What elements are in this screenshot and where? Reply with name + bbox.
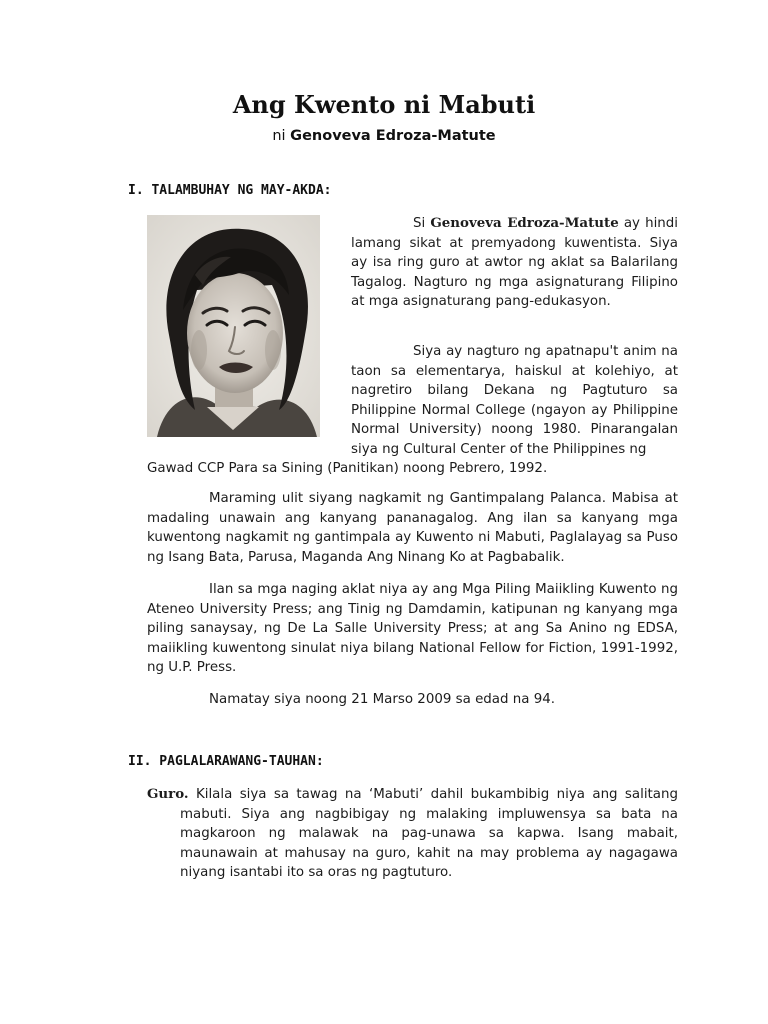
author-portrait-image (147, 215, 320, 437)
character-description-guro (147, 785, 678, 883)
document-title: Ang Kwento ni Mabuti (232, 90, 536, 119)
subtitle-prefix: ni (272, 128, 291, 144)
biography-paragraph-3: Maraming ulit siyang nagkamit ng Gantimpalang Palanca. Mabisa at madaling unawain ang kanyang pananagalog. Ang ilan sa kanyang mga kuwentong nagkamit ng gantimpala ay Kuwento ni Mabuti, Paglalayag sa Puso ng Isang Bata, Parusa, Maganda Ang Ninang Ko at Pagbabalik. (147, 491, 678, 565)
biography-paragraph-5: Namatay siya noong 21 Marso 2009 sa edad na 94. (209, 692, 556, 707)
biography-paragraph-1 (351, 214, 678, 312)
document-subtitle (0, 128, 768, 144)
section-heading-talambuhay: I. TALAMBUHAY NG MAY-AKDA: (128, 183, 332, 198)
biography-paragraph-4: Ilan sa mga naging aklat niya ay ang Mga Piling Maiikling Kuwento ng Ateneo University Press; ang Tinig ng Damdamin, katipunan ng kanyang mga piling sanaysay, ng De La Salle University Press; at ang Sa Anino ng EDSA, maiikling kuwentong sinulat niya bilang National Fellow for Fiction, 1991-1992, ng U.P. Press. (147, 582, 678, 676)
p1-rest: ay hindi lamang sikat at premyadong kuwentista. Siya ay isa ring guro at awtor ng aklat sa Balarilang Tagalog. Nagturo ng mga asignaturang Filipino at mga asignaturang pang-edukasyon. (351, 216, 679, 310)
biography-paragraph-2-continued: Gawad CCP Para sa Sining (Panitikan) noong Pebrero, 1992. (147, 461, 548, 476)
character-text-guro: Kilala siya sa tawag na ‘Mabuti’ dahil bukambibig niya ang salitang mabuti. Siya ang nagbibigay ng malaking impluwensya sa bata na magkaroon ng malawak na pag-unawa sa kapwa. Isang mabait, maunawain at mahusay na guro, kahit na may problema ay nagagawa niyang isantabi ito sa oras ng pagtuturo. (180, 787, 678, 881)
author-name: Genoveva Edroza-Matute (430, 215, 619, 231)
section-heading-paglalarawang-tauhan: II. PAGLALARAWANG-TAUHAN: (128, 754, 324, 769)
author-portrait (147, 215, 320, 437)
subtitle-author: Genoveva Edroza-Matute (290, 128, 496, 144)
p1-prefix: Si (413, 216, 431, 231)
biography-paragraph-2: Siya ay nagturo ng apatnapu't anim na taon sa elementarya, haiskul at kolehiyo, at nagretiro bilang Dekana ng Pagtuturo sa Philippine Normal College (ngayon ay Philippine Normal University) noong 1980. Pinarangalan siya ng Cultural Center of the Philippines ng (351, 344, 678, 457)
character-label-guro: Guro. (147, 786, 189, 802)
